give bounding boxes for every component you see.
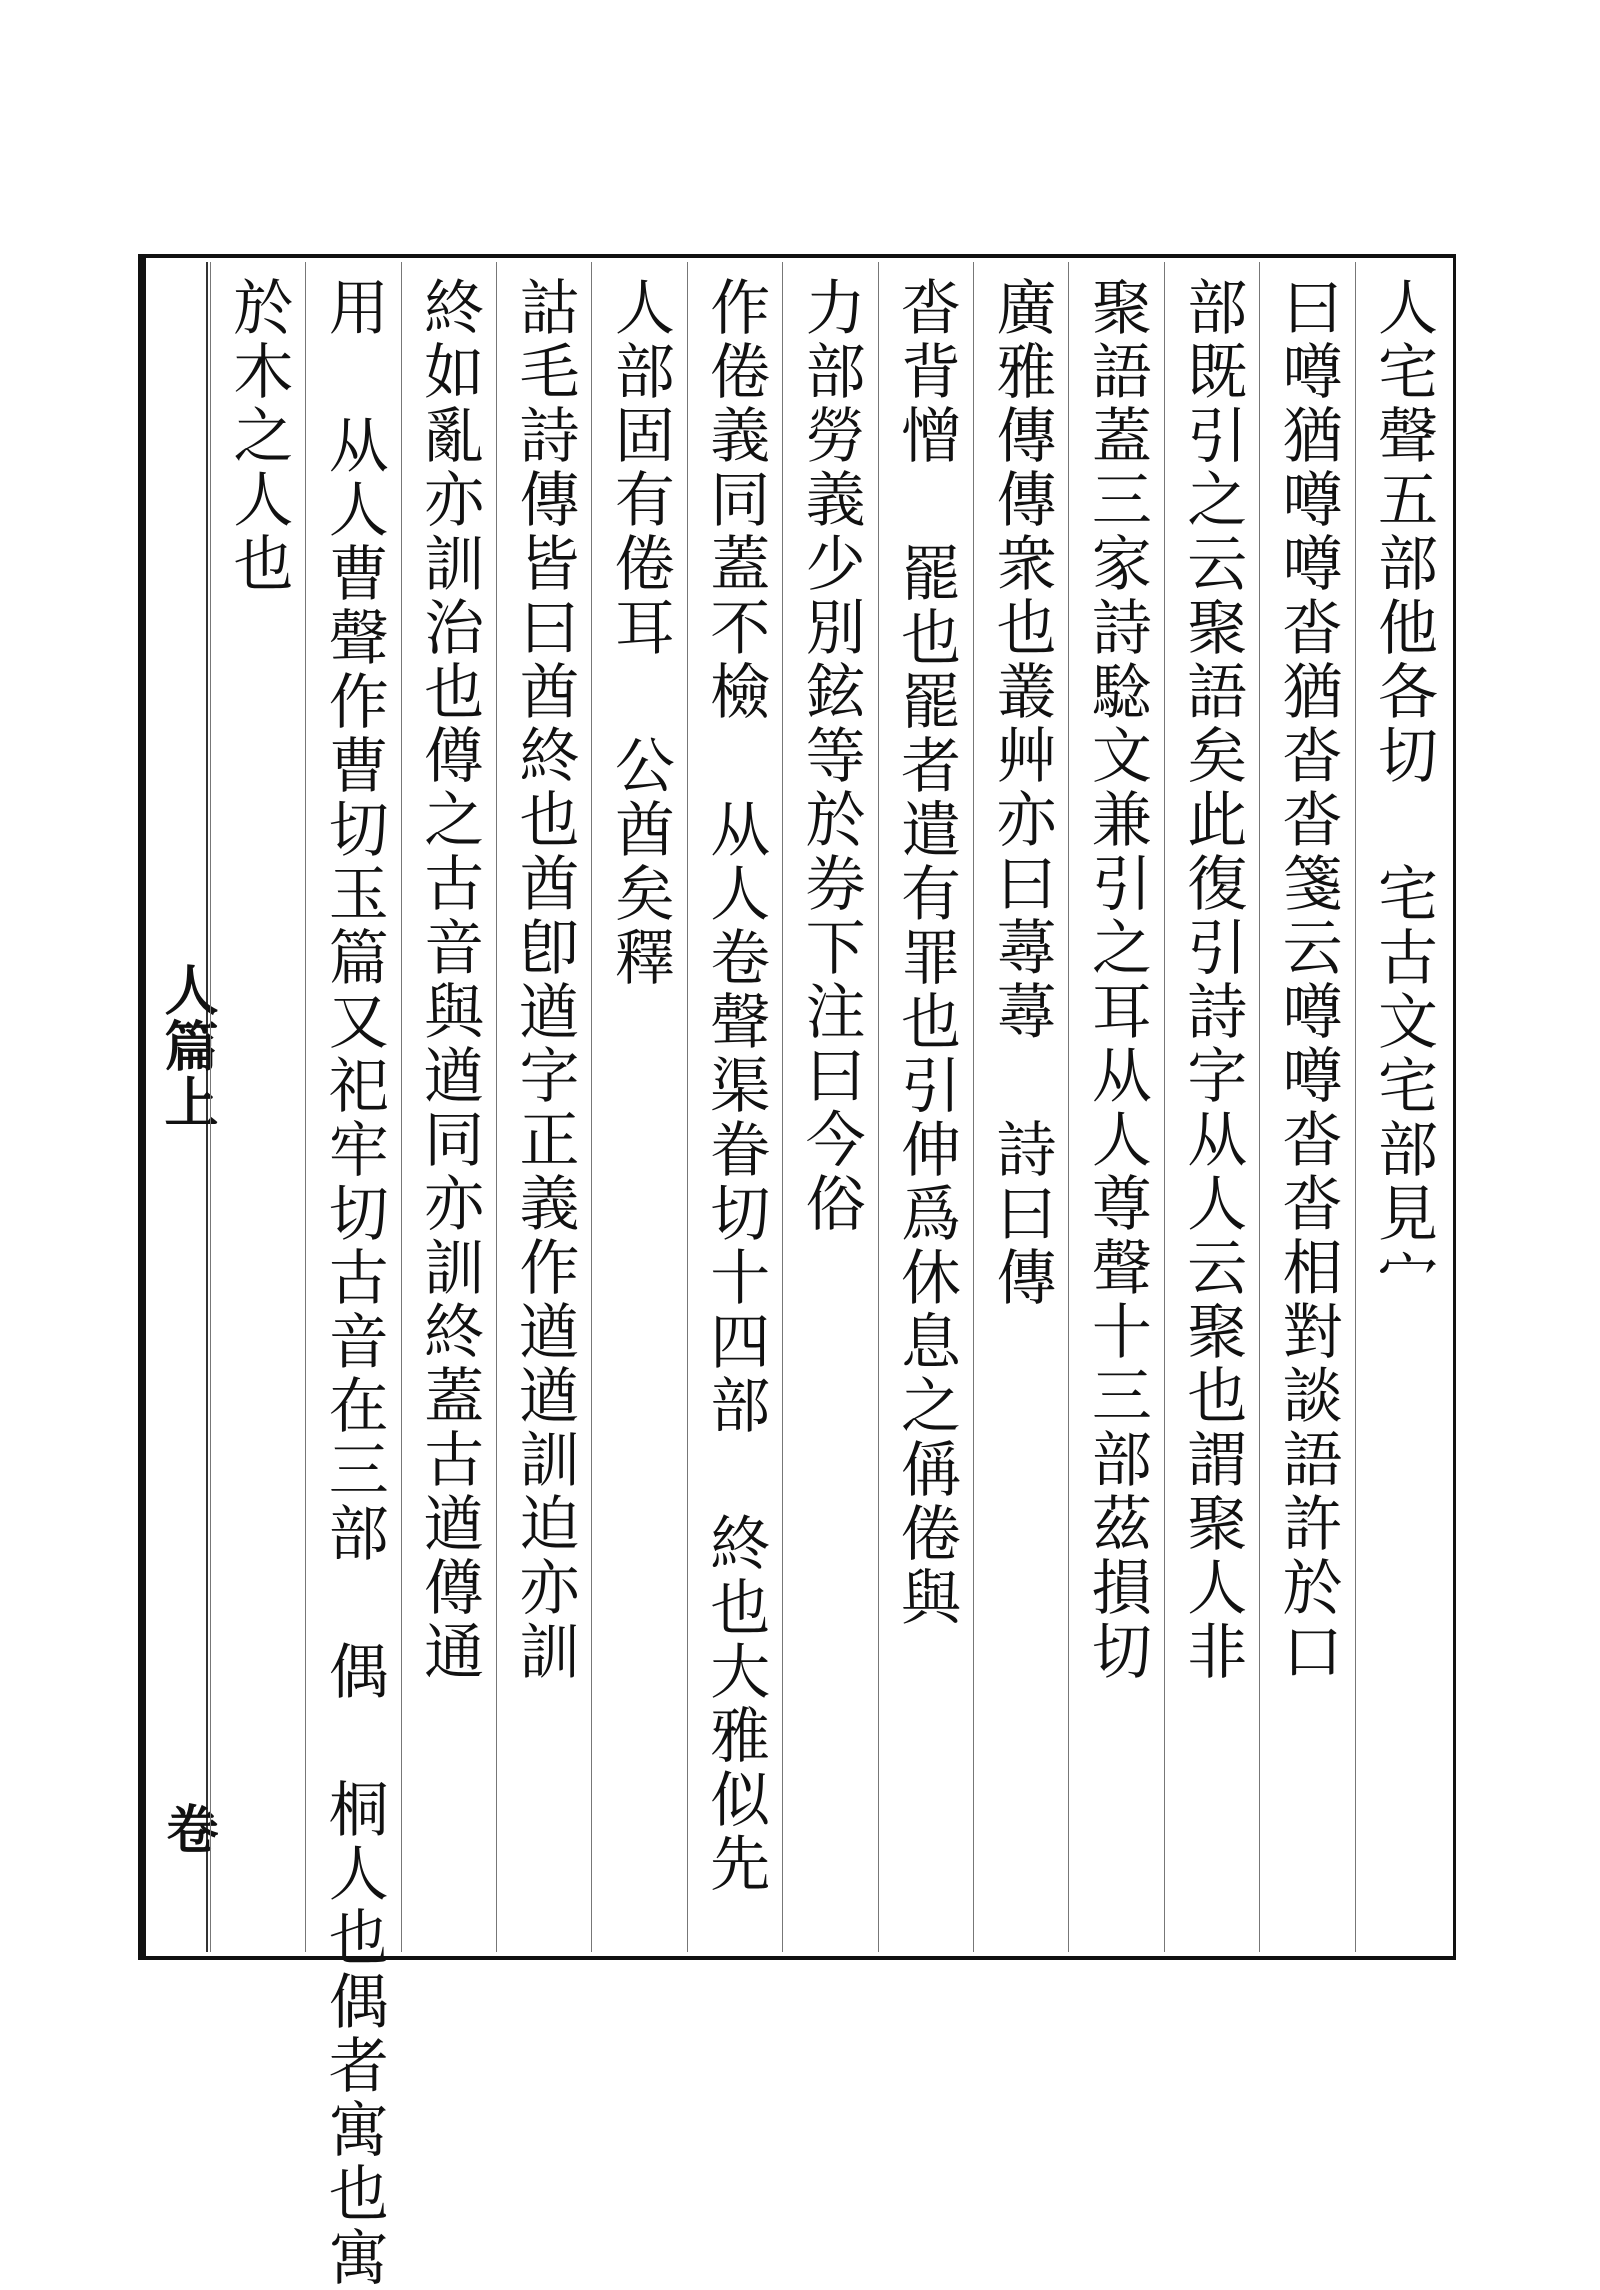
- text-column: [1259, 262, 1354, 1952]
- text-column: [1164, 262, 1259, 1952]
- column-text: 曰噂猶噂噂沓猶沓沓箋云噂噂沓沓相對談語許於口: [1272, 276, 1343, 1684]
- margin-volume-mark: 卷: [157, 1802, 218, 1854]
- column-text: 聚語蓋三家詩騐文兼引之耳从人尊聲十三部茲損切: [1081, 276, 1152, 1684]
- column-text: 詁毛詩傳皆曰酋終也酋卽遒字正義作遒遒訓迫亦訓: [509, 276, 580, 1684]
- column-text: 廣雅傳傳衆也叢艸亦曰蕁蕁 詩曰傳: [986, 276, 1057, 1310]
- column-text: 用 从人曹聲作曹切玉篇又祀牢切古音在三部 偶 桐人也偶者寓也寓: [318, 276, 389, 2290]
- column-text: 終如亂亦訓治也僔之古音與遒同亦訓終蓋古遒僔通: [414, 276, 485, 1684]
- column-text: 力部勞義少別鉉等於券下注曰今俗: [795, 276, 866, 1236]
- text-column: [305, 262, 400, 2290]
- text-column: [591, 262, 686, 1952]
- text-column: [878, 262, 973, 1952]
- text-column: [973, 262, 1068, 1952]
- page-margin: [146, 262, 220, 1952]
- column-text: 於木之人也: [223, 276, 294, 596]
- text-column: [210, 262, 305, 1952]
- column-text: 人部固有倦耳 公酋矣釋: [604, 276, 675, 990]
- text-column: [496, 262, 591, 1952]
- text-column: [1355, 262, 1450, 1952]
- column-text: 人宅聲五部他各切 宅古文宅部見宀: [1368, 276, 1438, 1310]
- text-column: [1068, 262, 1163, 1952]
- text-column: [782, 262, 877, 1952]
- text-column: [401, 262, 496, 1952]
- text-columns: [210, 262, 1450, 2290]
- margin-title: 人篇上: [156, 962, 220, 1130]
- column-text: 作倦義同蓋不檢 从人卷聲渠眷切十四部 終也大雅似先: [700, 276, 771, 1896]
- column-text: 部既引之云聚語矣此復引詩字从人云聚也謂聚人非: [1177, 276, 1248, 1684]
- column-text: 沓背憎 罷也罷者遣有罪也引伸爲休息之偁倦與: [891, 276, 962, 1630]
- text-column: [687, 262, 782, 1952]
